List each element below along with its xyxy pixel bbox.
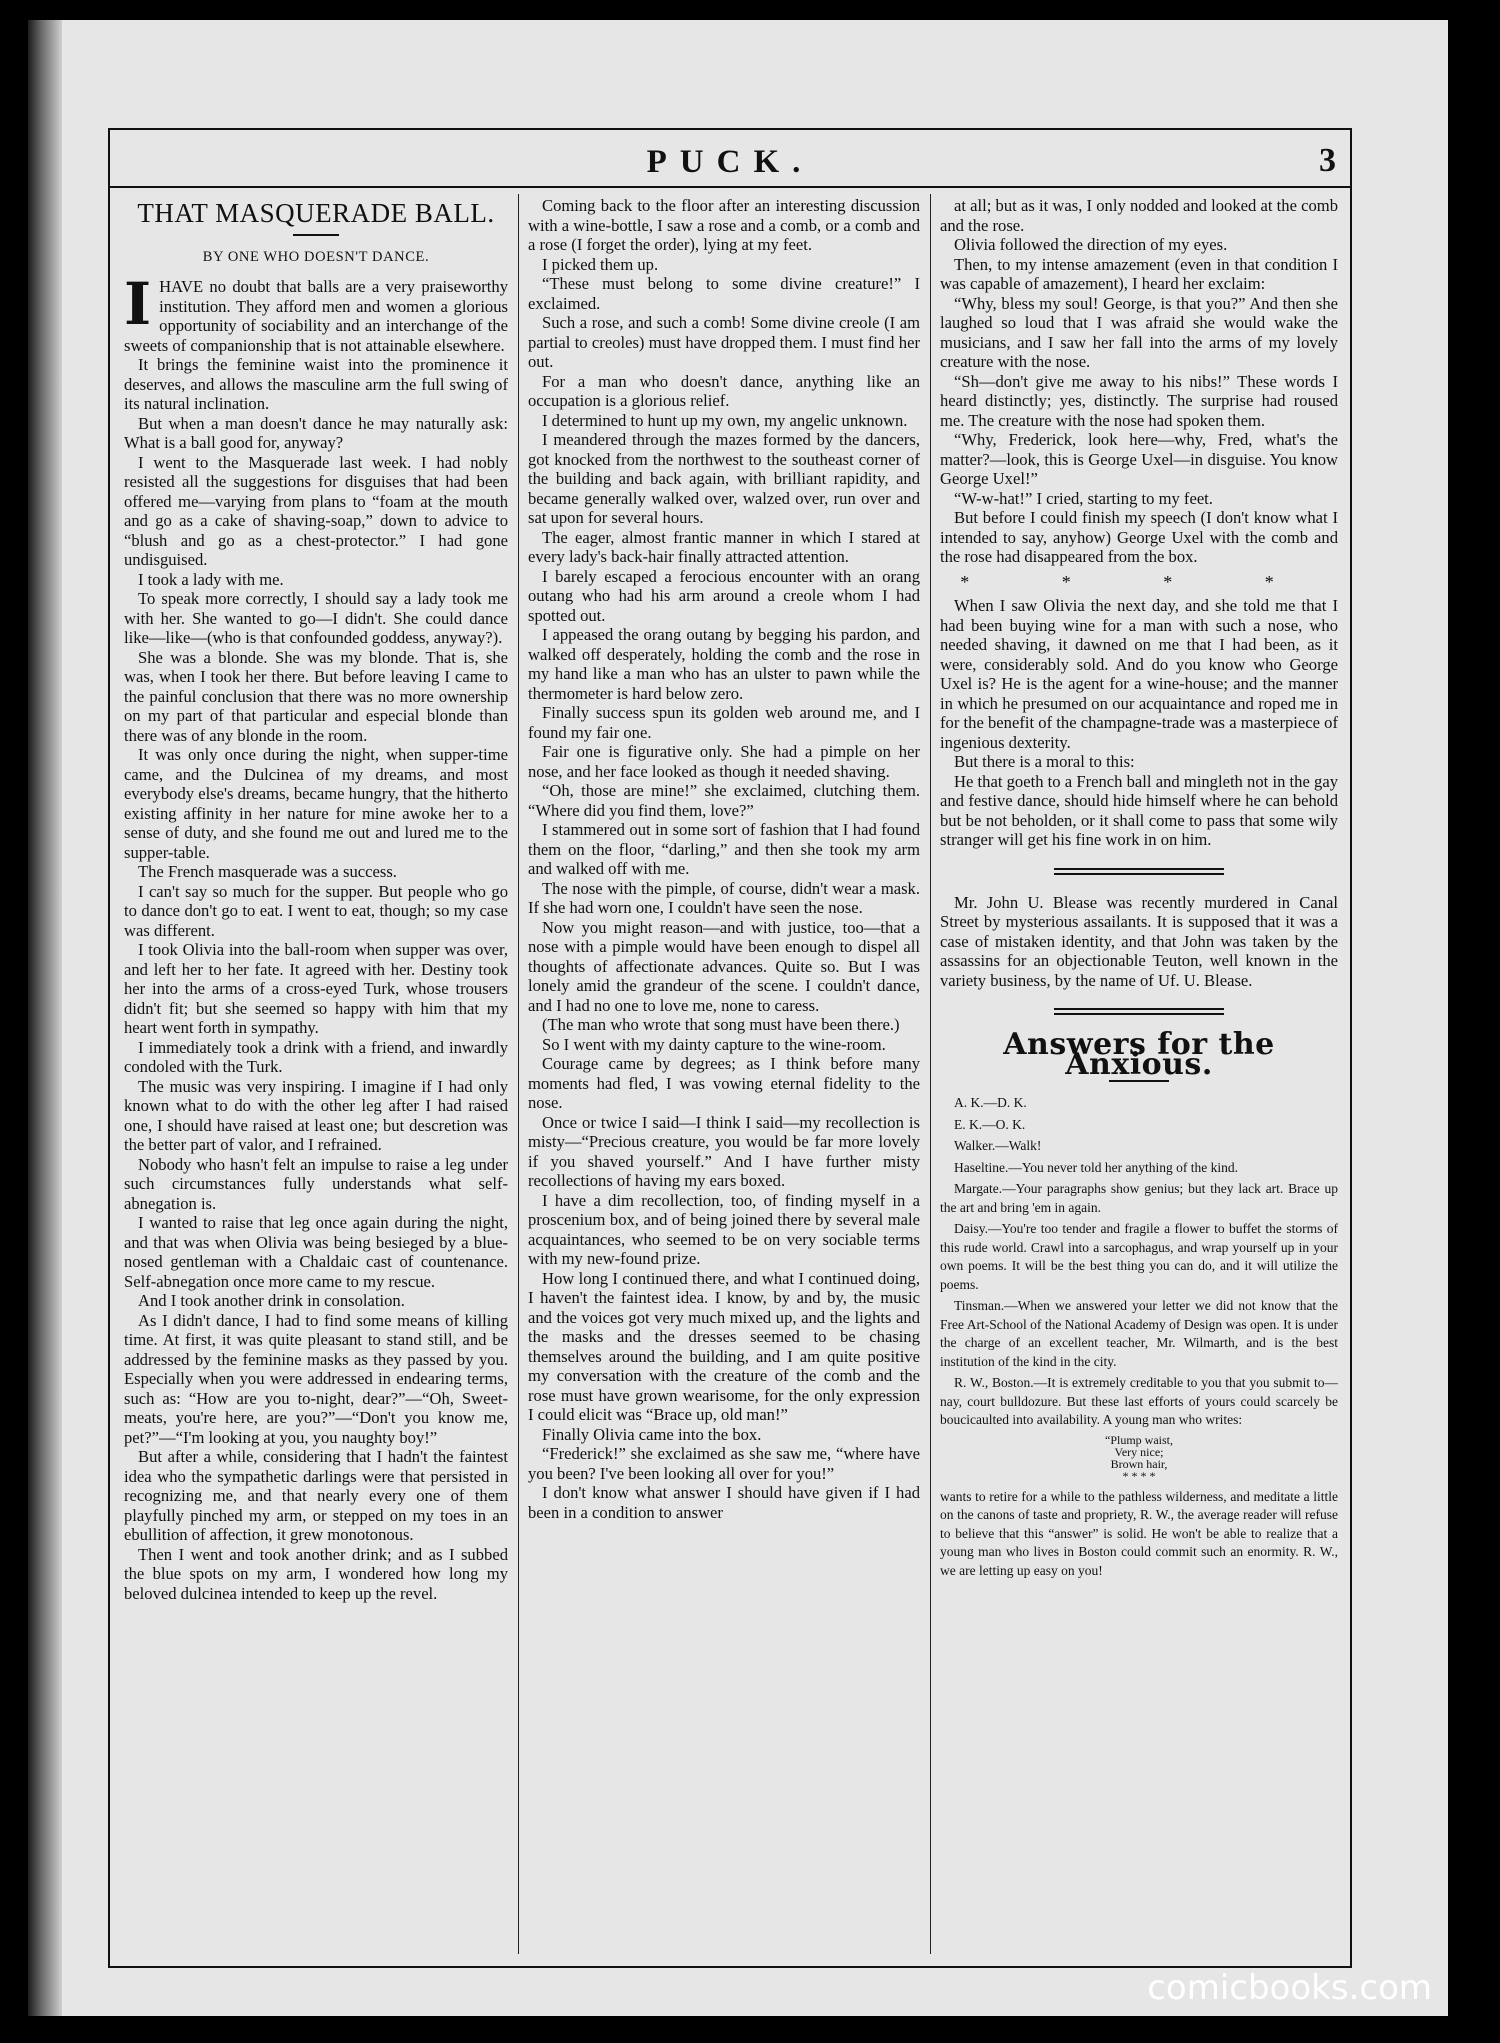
paragraph: It was only once during the night, when supper-time came, and the Dulcinea of my dreams, and most everybody else's dreams, became hungry, that the hitherto existing affinity in her nature for mine awoke her to a sense of duty, and she found me out and lured me to the supper-table. <box>124 745 508 862</box>
paragraph: To speak more correctly, I should say a lady took me with her. She wanted to go—I didn't. She could dance like—like—(who is that confounded goddess, anyway?). <box>124 589 508 647</box>
paragraph: Finally success spun its golden web around me, and I found my fair one. <box>528 703 920 742</box>
paragraph: I determined to hunt up my own, my angelic unknown. <box>542 410 908 430</box>
paragraph: And I took another drink in consolation. <box>138 1291 405 1310</box>
blease-paragraph: Mr. John U. Blease was recently murdered in Canal Street by mysterious assailants. It is supposed that it was a case of mistaken identity, and that John was taken by the assassins for an objectionable Teuton, well known in the variety business, by the name of Uf. U. Blease. <box>940 892 1338 990</box>
paragraph: I appeased the orang outang by begging his pardon, and walked off desperately, holding the comb and the rose in my hand like a man who has an ulster to pawn while the thermometer is hard below zero. <box>528 625 920 703</box>
poem-line: Brown hair, <box>1110 1456 1168 1471</box>
binding-shadow <box>28 20 62 2016</box>
answer-item: R. W., Boston.—It is extremely creditable to you that you submit to—nay, court bulldozure. But these last efforts of yours could scarcely be boucicaulted into availability. A young man who writes: <box>940 1375 1338 1427</box>
answers-title: Answers for the Anxious. <box>1003 1027 1275 1082</box>
paragraph: The French masquerade was a success. <box>138 862 397 881</box>
paragraph: I immediately took a drink with a friend, and inwardly condoled with the Turk. <box>124 1037 508 1076</box>
poem-line: “Plump waist, <box>1105 1432 1173 1447</box>
answers-list <box>940 1094 1338 1430</box>
paragraph: It brings the feminine waist into the prominence it deserves, and allows the masculine arm the full swing of its natural inclination. <box>124 355 508 413</box>
answer-item: A. K.—D. K. <box>954 1095 1027 1110</box>
paragraph: “These must belong to some divine creature!” I exclaimed. <box>528 274 920 313</box>
paragraph: So I went with my dainty capture to the wine-room. <box>542 1034 886 1054</box>
paragraph: I meandered through the mazes formed by the dancers, got knocked from the northwest to the southeast corner of the building and back again, with brilliant rapidity, and became generally walked over, walzed over, run over and sat upon for several hours. <box>528 430 920 527</box>
paragraph: But before I could finish my speech (I don't know what I intended to say, anyhow) George Uxel with the comb and the rose had disappeared from the box. <box>940 508 1338 566</box>
site-watermark: comicbooks.com <box>1147 1968 1432 2008</box>
answers-closing: wants to retire for a while to the pathless wilderness, and meditate a little on the canons of taste and propriety, R. W., the average reader will refuse to believe that this “answer” is solid. He won't be able to realize that a young man who lives in Boston could commit such an enormity. R. W., we are letting up easy on you! <box>940 1488 1338 1578</box>
paragraph: Coming back to the floor after an interesting discussion with a wine-bottle, I saw a rose and a comb, or a comb and a rose (I forget the order), lying at my feet. <box>528 196 920 254</box>
paragraph: I took a lady with me. <box>138 569 284 589</box>
column-1-text <box>124 270 508 1603</box>
paragraph: But after a while, considering that I hadn't the faintest idea who the sympathetic darlings were that persisted in recognizing me, and that nearly every one of them playfully pinched my arm, or stepped on my toes in an ebullition of affection, it grew monotonous. <box>124 1447 508 1544</box>
paragraph: Fair one is figurative only. She had a pimple on her nose, and her face looked as though it needed shaving. <box>528 742 920 781</box>
paragraph: For a man who doesn't dance, anything like an occupation is a glorious relief. <box>528 371 920 410</box>
paragraph: I can't say so much for the supper. But people who go to dance don't go to eat. I went to eat, though; so my case was different. <box>124 881 508 940</box>
paragraph: When I saw Olivia the next day, and she told me that I had been buying wine for a man with such a nose, who needed shaving, it dawned on me that I had been, as it were, considerably sold. And do you know who George Uxel is? He is the agent for a wine-house; and the manner in which he presumed on our acquaintance and roped me in for the benefit of the champagne-trade was a masterpiece of ingenious dexterity. <box>940 596 1338 752</box>
paragraph: I barely escaped a ferocious encounter with an orang outang who had his arm around a creole whom I had spotted out. <box>528 566 920 625</box>
magazine-page <box>28 20 1448 2016</box>
paragraph: She was a blonde. She was my blonde. That is, she was, when I took her there. But before leaving I came to the painful conclusion that there was no more ownership on my part of that particular and especial blonde than there was of any blonde in the room. <box>124 647 508 745</box>
paragraph: I have a dim recollection, too, of finding myself in a proscenium box, and of being joined there by several male acquaintances, who seemed to be on very sociable terms with my new-found prize. <box>528 1190 920 1268</box>
page-header <box>110 142 1350 188</box>
paragraph: Finally Olivia came into the box. <box>542 1424 762 1444</box>
paragraph: “Sh—don't give me away to his nibs!” These words I heard distinctly; yes, distinctly. The surprise had roused me. The creature with the nose had spoken them. <box>940 371 1338 430</box>
paragraph: But there is a moral to this: <box>954 752 1135 771</box>
paragraph: As I didn't dance, I had to find some means of killing time. At first, it was quite pleasant to stand still, and be addressed by the feminine masks as they passed by you. Especially when you were addressed in endearing terms, such as: “How are you to-night, dear?”—“Oh, Sweet-meats, you're here, are you?”—“Don't you know me, pet?”—“I'm looking at you, you naughty boy!” <box>124 1310 508 1447</box>
paragraph: Such a rose, and such a comb! Some divine creole (I am partial to creoles) must have dropped them. I must find her out. <box>528 313 920 371</box>
answer-item: Daisy.—You're too tender and fragile a flower to buffet the storms of this rude world. Crawl into a sarcophagus, and wrap yourself up in your own poems. It will be the best thing you can do, and it will utilize the poems. <box>940 1221 1338 1292</box>
page-frame <box>108 128 1352 1968</box>
paragraph: I wanted to raise that leg once again during the night, and that was when Olivia was being besieged by a blue-nosed gentleman with a Chaldaic cast of countenance. Self-abnegation once more came to my rescue. <box>124 1213 508 1291</box>
paragraph: “Why, bless my soul! George, is that you?” And then she laughed so loud that I was afraid she would wake the musicians, and I saw her fall into the arms of my lovely creature with the nose. <box>940 293 1338 371</box>
answer-item: Haseltine.—You never told her anything of the kind. <box>954 1159 1238 1175</box>
paragraph: Now you might reason—and with justice, too—that a nose with a pimple would have been enough to dispel all thoughts of affectionate advances. Quite so. But I was lonely amid the grandeur of the scene. I couldn't dance, and I had no one to love me, none to caress. <box>528 917 920 1015</box>
article-title: THAT MASQUERADE BALL. <box>137 198 495 228</box>
paragraph: The eager, almost frantic manner in which I stared at every lady's back-hair finally attracted attention. <box>528 527 920 566</box>
title-rule <box>293 234 339 236</box>
paragraph: I picked them up. <box>542 254 659 274</box>
page-number: 3 <box>1319 142 1336 179</box>
paragraph: HAVE no doubt that balls are a very praiseworthy institution. They afford men and women a glorious opportunity of sociability and an interchange of the sweets of companionship that is not attainable elsewhere. <box>124 277 508 355</box>
answer-item: Tinsman.—When we answered your letter we did not know that the Free Art-School of the National Academy of Design was open. It is under the charge of an excellent teacher, Mr. Wilmarth, and is the best institution of the kind in the city. <box>940 1298 1338 1369</box>
paragraph: The nose with the pimple, of course, didn't wear a mask. If she had worn one, I couldn't have seen the nose. <box>528 878 920 917</box>
double-rule-2 <box>1054 1008 1224 1015</box>
answer-item: Walker.—Walk! <box>954 1138 1042 1153</box>
paragraph: I stammered out in some sort of fashion that I had found them on the floor, “darling,” and then she took my arm and walked off with me. <box>528 820 920 878</box>
column-2-text <box>528 196 920 1522</box>
paragraph: (The man who wrote that song must have been there.) <box>542 1015 900 1034</box>
drop-cap: I <box>124 270 152 338</box>
paragraph: I went to the Masquerade last week. I had nobly resisted all the suggestions for disguises that had been offered me—varying from plans to “foam at the mouth and go as a cake of shaving-soap,” down to advice to “blush and go as a chest-protector.” I had gone undisguised. <box>124 452 508 569</box>
column-rule-2 <box>930 194 931 1954</box>
paragraph: Courage came by degrees; as I think before many moments had fled, I was vowing eternal fidelity to the nose. <box>528 1054 920 1112</box>
answer-item: Margate.—Your paragraphs show genius; but they lack art. Brace up the art and bring 'em in again. <box>940 1181 1338 1215</box>
paragraph: I took Olivia into the ball-room when supper was over, and left her to her fate. It agreed with her. Destiny took her into the arms of a cross-eyed Turk, whose trousers didn't fit; but she seemed so happy with him that my heart went forth in sympathy. <box>124 940 508 1037</box>
poem-line: Very nice; <box>1114 1444 1164 1459</box>
paragraph: How long I continued there, and what I continued doing, I haven't the faintest idea. I know, by and by, the music and the voices got very much mixed up, and the lights and the masks and the dresses seemed to be chasing themselves around the building, and I am quite positive my conversation with the creature of the comb and the rose must have grown wearisome, for the only expression I could elicit was “Brace up, old man!” <box>528 1268 920 1424</box>
column-2 <box>528 196 920 1954</box>
paragraph: “Frederick!” she exclaimed as she saw me, “where have you been? I've been looking all over for you!” <box>528 1444 920 1483</box>
paragraph: Then I went and took another drink; and as I subbed the blue spots on my arm, I wondered how long my beloved dulcinea intended to keep up the revel. <box>124 1544 508 1603</box>
paragraph: “Oh, those are mine!” she exclaimed, clutching them. “Where did you find them, love?” <box>528 781 920 820</box>
double-rule <box>1054 868 1224 875</box>
column-1 <box>124 196 508 1954</box>
column-rule-1 <box>518 194 519 1954</box>
paragraph: “Why, Frederick, look here—why, Fred, what's the matter?—look, this is George Uxel—in disguise. You know George Uxel!” <box>940 430 1338 488</box>
column-3 <box>940 196 1338 1954</box>
paragraph: He that goeth to a French ball and mingleth not in the gay and festive dance, should hide himself where he can behold but be not beholden, or it shall come to pass that some wily stranger will get his fine work in on him. <box>940 771 1338 849</box>
paragraph: The music was very inspiring. I imagine if I had only known what to do with the other leg after I had raised one, I should have raised at least one; but descretion was the better part of valor, and I refrained. <box>124 1076 508 1154</box>
paragraph: Then, to my intense amazement (even in that condition I was capable of amazement), I heard her exclaim: <box>940 254 1338 293</box>
article-byline: BY ONE WHO DOESN'T DANCE. <box>202 248 430 265</box>
paragraph: But when a man doesn't dance he may naturally ask: What is a ball good for, anyway? <box>124 413 508 452</box>
paragraph: Once or twice I said—I think I said—my recollection is misty—“Precious creature, you would be far more lovely if you shaved yourself.” And I have further misty recollections of having my ears boxed. <box>528 1112 920 1190</box>
paragraph: I don't know what answer I should have given if I had been in a condition to answer <box>528 1483 920 1522</box>
column-3-text <box>940 196 1338 567</box>
paragraph: at all; but as it was, I only nodded and looked at the comb and the rose. <box>940 196 1338 235</box>
masthead: PUCK. <box>646 144 814 180</box>
column-3-text-continued <box>940 596 1338 850</box>
paragraph: Olivia followed the direction of my eyes. <box>954 235 1228 254</box>
paragraph: “W-w-hat!” I cried, starting to my feet. <box>954 488 1213 508</box>
quoted-poem <box>940 1434 1338 1482</box>
answer-item: E. K.—O. K. <box>954 1116 1026 1132</box>
paragraph: Nobody who hasn't felt an impulse to raise a leg under such circumstances fully understands what self-abnegation is. <box>124 1154 508 1213</box>
poem-line: * * * * <box>1122 1468 1156 1483</box>
section-break: * * * * <box>960 571 1318 592</box>
